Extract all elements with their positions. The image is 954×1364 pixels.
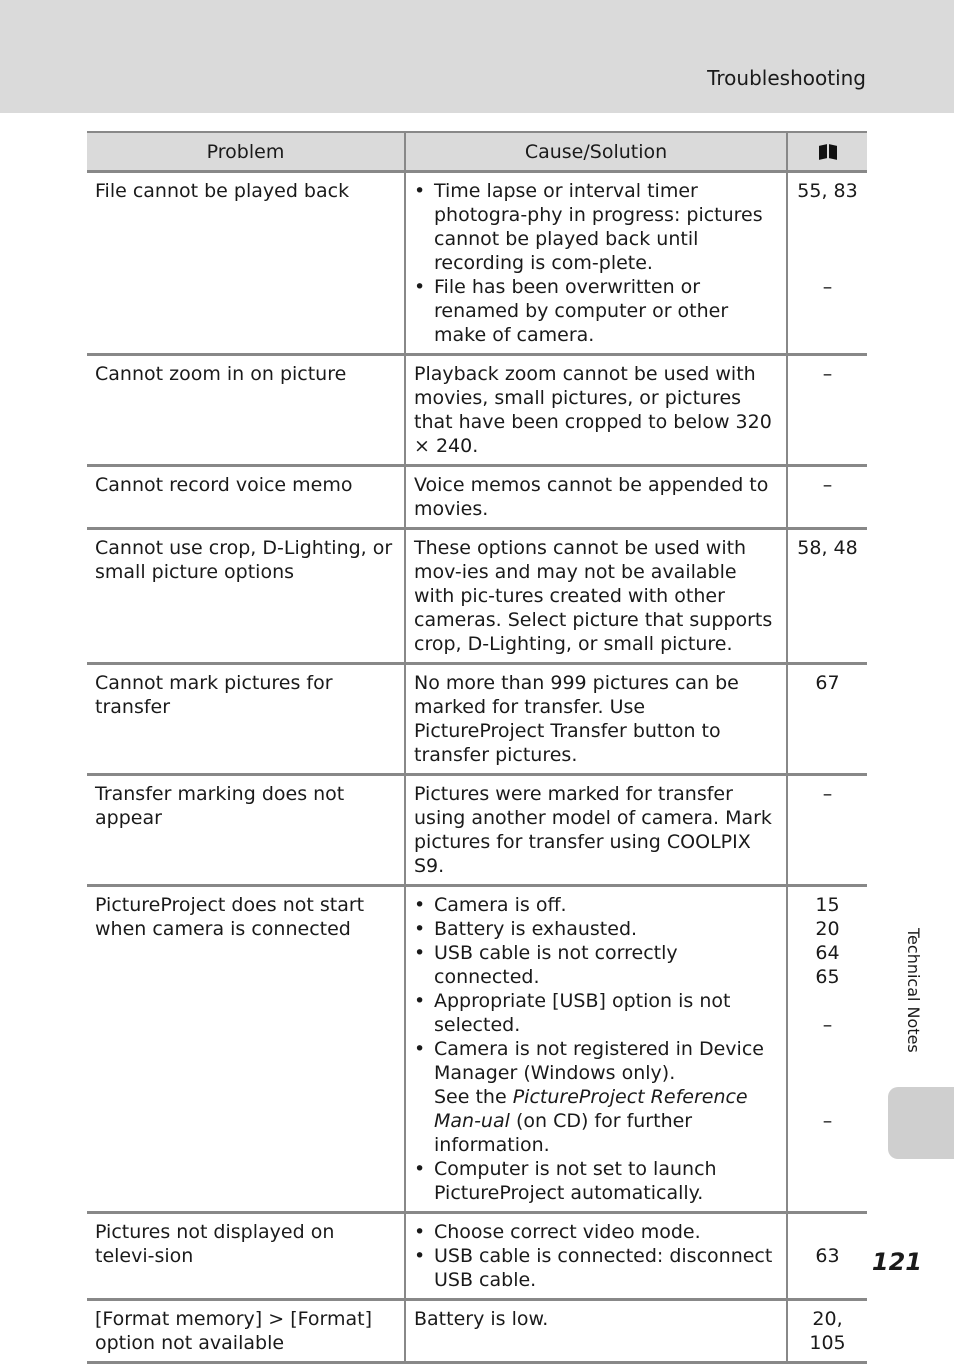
table-row <box>87 355 867 466</box>
troubleshooting-table <box>87 131 867 1364</box>
column-header-reference <box>787 132 867 172</box>
reference-cell: 58, 48 <box>787 529 867 664</box>
page-reference: 64 <box>815 942 840 964</box>
solution-cell: No more than 999 pictures can be marked for transfer. Use PictureProject Transfer button to transfer pictures. <box>405 664 787 775</box>
header-band <box>0 0 954 113</box>
page-reference: 65 <box>815 966 840 988</box>
table-row <box>87 466 867 529</box>
problem-cell: File cannot be played back <box>87 172 405 355</box>
cause-item <box>414 1037 778 1157</box>
problem-cell: Pictures not displayed on televi-sion <box>87 1213 405 1300</box>
solution-cell <box>405 172 787 355</box>
solution-cell <box>405 886 787 1213</box>
cause-text: Camera is not registered in Device Manager (Windows only). <box>434 1038 764 1084</box>
solution-cell <box>405 1213 787 1300</box>
manual-title: PictureProject Reference Man-ual <box>434 1086 748 1132</box>
reference-cell: – <box>787 466 867 529</box>
table-row <box>87 886 867 1213</box>
problem-cell: Transfer marking does not appear <box>87 775 405 886</box>
table-row <box>87 775 867 886</box>
cause-item: • File has been overwritten or renamed by computer or other make of camera. <box>414 275 778 347</box>
page-reference: 55, 83 <box>797 180 858 202</box>
reference-cell <box>787 886 867 1213</box>
problem-cell: Cannot record voice memo <box>87 466 405 529</box>
problem-cell: Cannot mark pictures for transfer <box>87 664 405 775</box>
page-header-title: Troubleshooting <box>707 66 866 90</box>
page-reference: – <box>822 276 833 298</box>
table-header-row <box>87 132 867 172</box>
page-reference: – <box>822 1110 833 1132</box>
cause-item: • USB cable is connected: disconnect USB cable. <box>414 1244 778 1292</box>
page-reference: 63 <box>815 1245 840 1267</box>
cause-item: • USB cable is not correctly connected. <box>414 941 778 989</box>
column-header-problem: Problem <box>87 132 405 172</box>
cause-item: • Appropriate [USB] option is not selected. <box>414 989 778 1037</box>
cause-note-suffix: (on CD) for further information. <box>434 1110 693 1156</box>
cause-item: • Battery is exhausted. <box>414 917 778 941</box>
solution-cell: Playback zoom cannot be used with movies, small pictures, or pictures that have been cropped to below 320 × 240. <box>405 355 787 466</box>
cause-note-prefix: See the <box>434 1086 513 1108</box>
cause-item: • Computer is not set to launch PictureProject automatically. <box>414 1157 778 1205</box>
problem-cell: [Format memory] > [Format] option not available <box>87 1300 405 1363</box>
reference-cell <box>787 1300 867 1363</box>
problem-cell: Cannot zoom in on picture <box>87 355 405 466</box>
solution-cell: These options cannot be used with mov-ies and may not be available with pic-tures created with other cameras. Select picture that supports crop, D-Lighting, or small picture. <box>405 529 787 664</box>
table-row <box>87 1213 867 1300</box>
page-number: 121 <box>871 1248 922 1276</box>
cause-item: • Choose correct video mode. <box>414 1220 778 1244</box>
table-row <box>87 1300 867 1363</box>
solution-cell: Voice memos cannot be appended to movies. <box>405 466 787 529</box>
solution-cell: Battery is low. <box>405 1300 787 1363</box>
reference-cell: – <box>787 355 867 466</box>
page-reference: – <box>822 1014 833 1036</box>
reference-cell: – <box>787 775 867 886</box>
table-row <box>87 172 867 355</box>
solution-cell: Pictures were marked for transfer using another model of camera. Mark pictures for transfer using COOLPIX S9. <box>405 775 787 886</box>
table-row <box>87 664 867 775</box>
table-row <box>87 529 867 664</box>
cause-item: • Time lapse or interval timer photogra-phy in progress: pictures cannot be played back until recording is com-plete. <box>414 179 778 275</box>
reference-cell <box>787 172 867 355</box>
reference-cell <box>787 1213 867 1300</box>
problem-cell: PictureProject does not start when camera is connected <box>87 886 405 1213</box>
reference-cell: 67 <box>787 664 867 775</box>
page-reference: 20, <box>812 1308 843 1330</box>
column-header-cause-solution: Cause/Solution <box>405 132 787 172</box>
section-thumb-tab <box>888 1087 954 1159</box>
section-side-label: Technical Notes <box>904 928 923 1053</box>
cause-item: • Camera is off. <box>414 893 778 917</box>
page-reference: 20 <box>815 918 840 940</box>
book-reference-icon <box>819 143 837 161</box>
page-reference: 15 <box>815 894 840 916</box>
page-reference: 105 <box>809 1332 846 1354</box>
problem-cell: Cannot use crop, D-Lighting, or small picture options <box>87 529 405 664</box>
